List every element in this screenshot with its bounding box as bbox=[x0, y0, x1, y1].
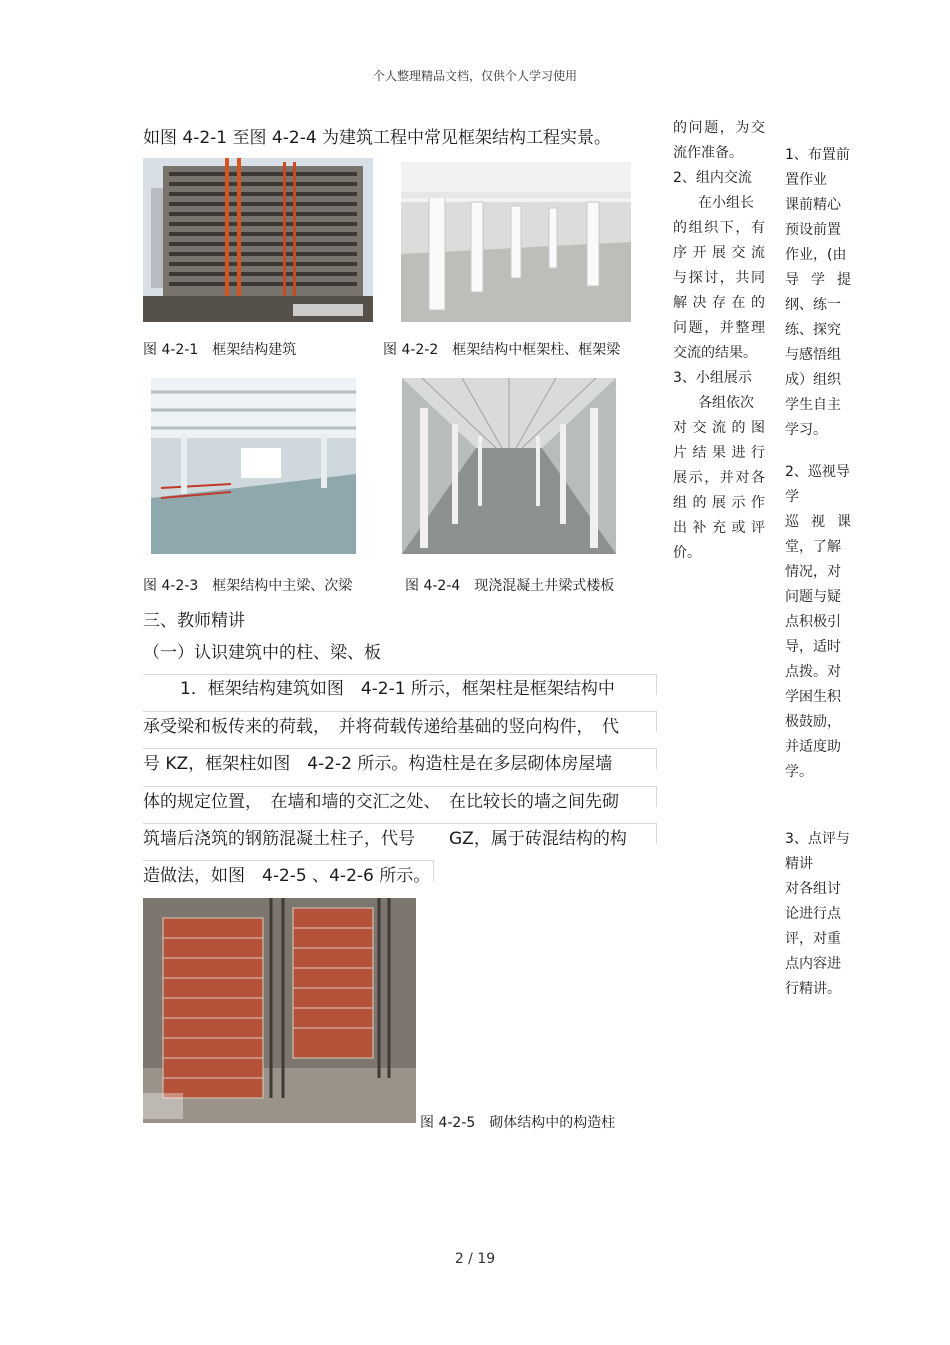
teacher-line: 学生自主 bbox=[785, 397, 841, 413]
masonry-illustration bbox=[143, 898, 416, 1123]
photo-waffle-slab bbox=[402, 378, 616, 554]
teacher-line: 情况，对 bbox=[785, 564, 841, 580]
teacher-line: 精讲 bbox=[785, 856, 813, 872]
teacher-line: 导，适时 bbox=[785, 639, 841, 655]
teacher-line: 2、巡视导 bbox=[785, 464, 850, 480]
figure-caption-4-2-3: 图 4-2-3 框架结构中主梁、次梁 bbox=[143, 578, 353, 594]
slab-illustration bbox=[402, 378, 616, 554]
beams-illustration bbox=[151, 378, 356, 554]
student-line: 与探讨，共同 bbox=[673, 270, 765, 286]
teacher-line: 论进行点 bbox=[785, 906, 841, 922]
body-line: 1．框架结构建筑如图 4-2-1 所示，框架柱是框架结构中 bbox=[180, 679, 615, 699]
teacher-line: 学习。 bbox=[785, 422, 827, 438]
student-line: 的组织下，有 bbox=[673, 220, 765, 236]
teacher-line: 纲、练一 bbox=[785, 297, 841, 313]
teacher-activity-column bbox=[785, 143, 851, 1002]
teacher-line: 课前精心 bbox=[785, 197, 841, 213]
photo-frame-building bbox=[143, 158, 373, 322]
page-number: 2 / 19 bbox=[454, 1251, 496, 1267]
figure-caption-4-2-4: 图 4-2-4 现浇混凝土井梁式楼板 bbox=[405, 578, 615, 594]
photo-constructional-column bbox=[143, 898, 416, 1123]
teacher-line: 导学提 bbox=[785, 272, 851, 288]
teacher-line: 对各组讨 bbox=[785, 881, 841, 897]
student-line: 对交流的图 bbox=[673, 420, 765, 436]
building-illustration bbox=[143, 158, 373, 322]
teacher-line: 学困生积 bbox=[785, 689, 841, 705]
teacher-line: 问题与疑 bbox=[785, 589, 841, 605]
teacher-line: 点拨。对 bbox=[785, 664, 841, 680]
student-line: 在小组长 bbox=[698, 195, 754, 211]
student-line: 展示，并对各 bbox=[673, 470, 765, 486]
teacher-line: 3、点评与 bbox=[785, 831, 850, 847]
photo-main-secondary-beams bbox=[151, 378, 356, 554]
subsection-title: （一）认识建筑中的柱、梁、板 bbox=[143, 643, 381, 663]
student-line: 组的展示作 bbox=[673, 495, 765, 511]
student-line: 2、组内交流 bbox=[673, 170, 752, 186]
body-line: 体的规定位置， 在墙和墙的交汇之处、 在比较长的墙之间先砌 bbox=[143, 792, 619, 812]
student-line: 片结果进行 bbox=[673, 445, 765, 461]
teacher-line: 与感悟组 bbox=[785, 347, 841, 363]
teacher-line: 行精讲。 bbox=[785, 981, 841, 997]
student-line: 的问题，为交 bbox=[673, 120, 765, 136]
columns-illustration bbox=[401, 162, 631, 322]
teacher-line: 置作业 bbox=[785, 172, 827, 188]
student-activity-column bbox=[673, 116, 765, 566]
student-line: 各组依次 bbox=[698, 395, 754, 411]
body-line: 承受梁和板传来的荷载， 并将荷载传递给基础的竖向构件， 代 bbox=[143, 717, 619, 737]
student-line: 解决存在的 bbox=[673, 295, 765, 311]
teacher-line: 成）组织 bbox=[785, 372, 841, 388]
teacher-line: 点积极引 bbox=[785, 614, 841, 630]
figure-caption-4-2-2: 图 4-2-2 框架结构中框架柱、框架梁 bbox=[383, 342, 621, 358]
body-line: 造做法，如图 4-2-5 、4-2-6 所示。 bbox=[143, 866, 431, 886]
body-line: 筑墙后浇筑的钢筋混凝土柱子，代号 GZ，属于砖混结构的构 bbox=[143, 829, 627, 849]
student-line: 流作准备。 bbox=[673, 145, 743, 161]
student-line: 问题，并整理 bbox=[673, 320, 765, 336]
teacher-line: 学。 bbox=[785, 764, 813, 780]
photo-frame-columns bbox=[401, 162, 631, 322]
teacher-line: 堂，了解 bbox=[785, 539, 841, 555]
teacher-line: 极鼓励， bbox=[785, 714, 841, 730]
teacher-line: 并适度助 bbox=[785, 739, 841, 755]
teacher-line: 练、探究 bbox=[785, 322, 841, 338]
section-title: 三、教师精讲 bbox=[143, 611, 245, 631]
figure-caption-4-2-5: 图 4-2-5 砌体结构中的构造柱 bbox=[420, 1115, 616, 1131]
student-line: 交流的结果。 bbox=[673, 345, 757, 361]
body-line: 号 KZ，框架柱如图 4-2-2 所示。构造柱是在多层砌体房屋墙 bbox=[143, 754, 613, 774]
teacher-line: 巡视课 bbox=[785, 514, 851, 530]
teacher-line: 预设前置 bbox=[785, 222, 841, 238]
student-line: 价。 bbox=[673, 545, 701, 561]
student-line: 3、小组展示 bbox=[673, 370, 752, 386]
teacher-line: 点内容进 bbox=[785, 956, 841, 972]
figure-caption-4-2-1: 图 4-2-1 框架结构建筑 bbox=[143, 342, 297, 358]
student-line: 出补充或评 bbox=[673, 520, 765, 536]
teacher-line: 学 bbox=[785, 489, 799, 505]
teacher-line: 作业，(由 bbox=[785, 247, 847, 263]
intro-paragraph: 如图 4-2-1 至图 4-2-4 为建筑工程中常见框架结构工程实景。 bbox=[143, 128, 612, 148]
teacher-line: 1、布置前 bbox=[785, 147, 850, 163]
teacher-line: 评，对重 bbox=[785, 931, 841, 947]
page-header: 个人整理精品文档，仅供个人学习使用 bbox=[372, 69, 577, 83]
student-line: 序开展交流 bbox=[673, 245, 765, 261]
